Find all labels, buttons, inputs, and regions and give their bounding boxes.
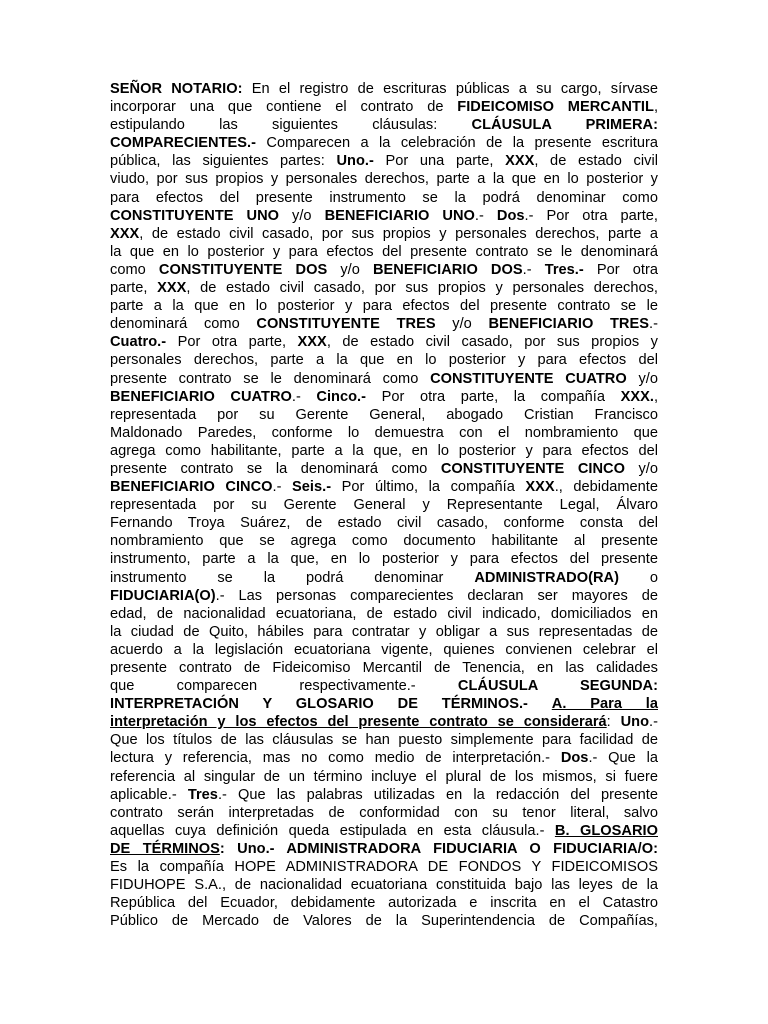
text-run: presente contrato se le denominará como — [110, 370, 431, 387]
text-line — [110, 388, 658, 406]
text-run: Es la compañía HOPE ADMINISTRADORA DE FONDOS Y FIDEICOMISOS — [110, 859, 658, 876]
text-run: Que los títulos de las cláusulas se han puesto simplemente para facilidad de — [110, 732, 658, 749]
text-run: instrumento, parte a la que, en lo posterior y para efectos del presente — [110, 551, 658, 568]
bold-text: SEÑOR NOTARIO: — [110, 81, 243, 97]
text-run: Maldonado Paredes, conforme lo demuestra con el nombramiento que — [110, 424, 658, 441]
text-run: y/o — [327, 261, 373, 278]
bold-text: CONSTITUYENTE TRES — [256, 316, 436, 333]
text-run: y/o — [626, 370, 658, 387]
bold-text: Cuatro.- — [110, 334, 167, 351]
text-line — [110, 116, 658, 134]
text-run: personales derechos, parte a la que en lo posterior y para efectos del — [110, 352, 658, 369]
text-line — [110, 442, 658, 460]
text-run: edad, de nacionalidad ecuatoriana, de estado civil indicado, domiciliados en — [110, 605, 658, 622]
text-run: , de estado civil casado, por sus propios y — [326, 334, 658, 351]
text-line — [110, 731, 658, 749]
text-run: aquellas cuya definición queda estipulada en esta cláusula.- — [110, 822, 555, 839]
text-line — [110, 243, 658, 261]
document-body — [110, 80, 658, 930]
text-run: pública, las siguientes partes: — [110, 153, 337, 170]
text-run — [528, 696, 552, 712]
text-run: Por otra parte, — [166, 334, 298, 351]
text-run: Fernando Troya Suárez, de estado civil casado, conforme consta del — [110, 515, 658, 532]
text-run: .- — [474, 207, 497, 224]
text-run: la que en lo posterior y para efectos del presente contrato se le denominará — [110, 243, 658, 260]
bold-text: A. Para la — [551, 696, 658, 713]
text-line — [110, 279, 658, 297]
text-line — [110, 840, 658, 858]
text-run: acuerdo a la legislación ecuatoriana vigente, quienes convienen celebrar el — [110, 641, 658, 658]
bold-text: Tres.- — [544, 261, 584, 278]
bold-text: : Uno.- ADMINISTRADORA FIDUCIARIA O FIDUCIARIA/O: — [219, 840, 659, 857]
text-line — [110, 659, 658, 677]
bold-text: interpretación y los efectos del presente contrato se considerará — [110, 714, 607, 731]
bold-text: BENEFICIARIO DOS — [372, 261, 523, 278]
text-line — [110, 569, 658, 587]
bold-text: BENEFICIARIO CUATRO — [110, 388, 292, 405]
text-run: y/o — [279, 207, 325, 224]
text-run: Por otra — [583, 261, 659, 278]
text-run: o — [618, 569, 658, 586]
text-run: que comparecen respectivamente.- — [110, 678, 458, 695]
text-run: viudo, por sus propios y personales derechos, parte a la que en lo posterior y — [110, 171, 658, 188]
text-line — [110, 876, 658, 894]
text-line — [110, 406, 658, 424]
bold-text: INTERPRETACIÓN Y GLOSARIO DE TÉRMINOS.- — [110, 696, 528, 713]
bold-text: Seis.- — [292, 479, 332, 496]
bold-text: Cinco.- — [316, 388, 367, 405]
text-run: .- — [649, 316, 658, 333]
text-line — [110, 351, 658, 369]
text-line — [110, 550, 658, 568]
text-run: .- Las personas comparecientes declaran ser mayores de — [215, 587, 658, 604]
bold-text: CONSTITUYENTE CINCO — [440, 460, 625, 477]
text-run: la ciudad de Quito, hábiles para contratar y obligar a sus representadas de — [110, 623, 658, 640]
text-run: .- — [272, 479, 293, 496]
bold-text: ADMINISTRADO(RA) — [474, 569, 619, 586]
text-run: Público de Mercado de Valores de la Superintendencia de Compañías, — [110, 913, 658, 930]
text-line — [110, 695, 658, 713]
text-line — [110, 297, 658, 315]
text-run: denominará como — [110, 316, 257, 333]
text-line — [110, 189, 658, 207]
bold-text: DE TÉRMINOS — [110, 840, 220, 857]
text-line — [110, 749, 658, 767]
text-line — [110, 894, 658, 912]
text-run: representada por su Gerente General y Representante Legal, Álvaro — [110, 497, 658, 514]
text-run: aplicable.- — [110, 786, 188, 803]
text-run: Por otra parte, la compañía — [366, 388, 621, 405]
text-line — [110, 134, 658, 152]
bold-text: Tres — [187, 786, 218, 803]
text-line — [110, 261, 658, 279]
text-run: .- — [522, 261, 545, 278]
text-line — [110, 641, 658, 659]
text-line — [110, 424, 658, 442]
bold-text: CONSTITUYENTE UNO — [110, 207, 280, 224]
text-line — [110, 912, 658, 930]
text-run: y/o — [624, 460, 658, 477]
text-line — [110, 496, 658, 514]
text-line — [110, 170, 658, 188]
text-line — [110, 858, 658, 876]
bold-text: XXX — [157, 280, 187, 297]
bold-text: CLÁUSULA SEGUNDA: — [457, 678, 658, 695]
text-run: , de estado civil — [534, 153, 658, 170]
text-run: parte, — [110, 280, 158, 297]
text-run: incorporar una que contiene el contrato de — [110, 99, 458, 116]
text-run: agrega como habilitante, parte a la que, en lo posterior y para efectos del — [110, 442, 658, 459]
bold-text: BENEFICIARIO UNO — [324, 207, 475, 224]
text-run: , de estado civil casado, por sus propios y personales derechos, — [186, 280, 659, 297]
text-run: : — [606, 714, 621, 731]
text-line — [110, 532, 658, 550]
text-run: .- Que la — [588, 750, 658, 767]
text-line — [110, 804, 658, 822]
text-run: Por último, la compañía — [331, 479, 526, 496]
text-run: .- — [649, 714, 658, 731]
text-run: contrato serán interpretadas de conformidad con su tenor literal, salvo — [110, 804, 658, 821]
text-run: , — [653, 99, 659, 116]
bold-text: B. GLOSARIO — [554, 822, 658, 839]
text-line — [110, 677, 658, 695]
bold-text: XXX — [110, 225, 140, 242]
text-run: , — [653, 388, 659, 405]
text-line — [110, 207, 658, 225]
text-line — [110, 460, 658, 478]
text-run: y/o — [435, 316, 489, 333]
bold-text: XXX. — [620, 388, 654, 405]
bold-text: Dos — [496, 207, 525, 224]
text-line — [110, 768, 658, 786]
text-line — [110, 80, 658, 98]
bold-text: Uno — [620, 714, 650, 731]
text-run: .- Que las palabras utilizadas en la redacción del presente — [217, 786, 658, 803]
text-run: referencia al singular de un término incluye el plural de los mismos, si fuere — [110, 768, 658, 785]
text-line — [110, 478, 658, 496]
text-run: .- Por otra parte, — [524, 207, 658, 224]
bold-text: XXX — [297, 334, 327, 351]
bold-text: COMPARECIENTES.- — [110, 135, 256, 152]
text-line — [110, 333, 658, 351]
text-line — [110, 786, 658, 804]
text-run: representada por su Gerente General, abogado Cristian Francisco — [110, 406, 658, 423]
text-run: República del Ecuador, debidamente autorizada e inscrita en el Catastro — [110, 895, 658, 912]
text-line — [110, 587, 658, 605]
text-run: En el registro de escrituras públicas a su cargo, sírvase — [242, 81, 658, 97]
bold-text: CLÁUSULA PRIMERA: — [471, 117, 658, 134]
text-run: para efectos del presente instrumento se la podrá denominar como — [110, 189, 658, 206]
bold-text: CONSTITUYENTE DOS — [158, 261, 328, 278]
text-run: .- — [291, 388, 317, 405]
bold-text: BENEFICIARIO CINCO — [110, 479, 273, 496]
bold-text: CONSTITUYENTE CUATRO — [430, 370, 627, 387]
text-line — [110, 225, 658, 243]
text-run: presente contrato de Fideicomiso Mercantil de Tenencia, en las calidades — [110, 660, 658, 676]
text-run: FIDUHOPE S.A., de nacionalidad ecuatoriana constituida bajo las leyes de la — [110, 877, 658, 894]
text-run: instrumento se la podrá denominar — [110, 569, 475, 586]
bold-text: Uno.- — [336, 153, 374, 170]
text-line — [110, 623, 658, 641]
bold-text: Dos — [560, 750, 589, 767]
bold-text: BENEFICIARIO TRES — [488, 316, 650, 333]
text-line — [110, 822, 658, 840]
text-line — [110, 152, 658, 170]
text-line — [110, 605, 658, 623]
text-line — [110, 315, 658, 333]
bold-text: FIDUCIARIA(O) — [110, 587, 216, 604]
text-run: como — [110, 261, 159, 278]
text-run: parte a la que en lo posterior y para efectos del presente contrato se le — [110, 298, 658, 315]
bold-text: FIDEICOMISO MERCANTIL — [457, 99, 654, 116]
text-run: ., debidamente — [554, 479, 658, 496]
text-run: Comparecen a la celebración de la presente escritura — [256, 135, 658, 152]
text-run: lectura y referencia, mas no como medio de interpretación.- — [110, 750, 561, 767]
text-run: nombramiento que se agrega como documento habilitante al presente — [110, 533, 658, 550]
text-line — [110, 713, 658, 731]
text-run: , de estado civil casado, por sus propios y personales derechos, parte a — [139, 225, 658, 242]
bold-text: XXX — [505, 153, 535, 170]
text-run: presente contrato se la denominará como — [110, 460, 441, 477]
text-line — [110, 514, 658, 532]
text-run: Por una parte, — [373, 153, 506, 170]
text-line — [110, 98, 658, 116]
text-line — [110, 370, 658, 388]
text-run: estipulando las siguientes cláusulas: — [110, 117, 472, 134]
bold-text: XXX — [525, 479, 555, 496]
